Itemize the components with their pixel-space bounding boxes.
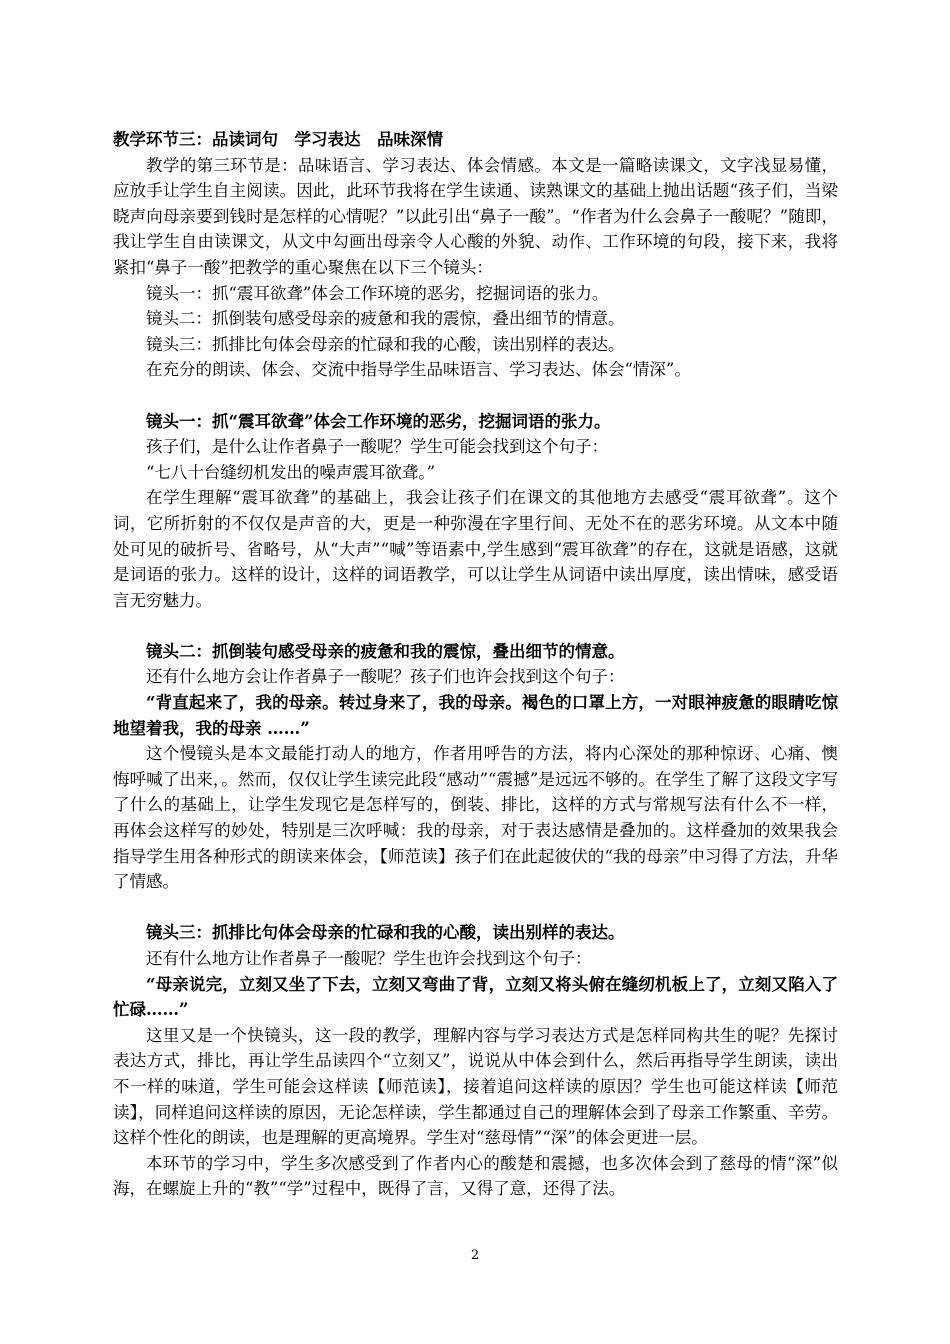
section-conclusion: 本环节的学习中，学生多次感受到了作者内心的酸楚和震撼，也多次体会到了慈母的情“深”似海，在螺旋上升的“教”“学”过程中，既得了言，又得了意，还得了法。: [113, 1153, 838, 1199]
section-heading: 教学环节三：品读词句 学习表达 品味深情: [113, 130, 443, 149]
paragraph-gap: [113, 895, 838, 921]
shot-three-body: 这里又是一个快镜头，这一段的教学，理解内容与学习表达方式是怎样同构共生的呢？先探讨表达方式，排比，再让学生品读四个“立刻又”，说说从中体会到什么，然后再指导学生朗读，读出不一样的味道，学生可能会这样读【师范读】，接着追问这样读的原因？学生也可能这样读【师范读】，同样追问这样读的原因，无论怎样读，学生都通过自己的理解体会到了母亲工作繁重、辛劳。这样个性化的朗读，也是理解的更高境界。学生对“慈母情”“深”的体会更进一层。: [113, 1025, 838, 1148]
shot-list-item-3: 镜头三：抓排比句体会母亲的忙碌和我的心酸，读出别样的表达。: [146, 334, 625, 354]
shot-two-heading: 镜头二：抓倒装句感受母亲的疲惫和我的震惊，叠出细节的情意。: [146, 641, 625, 661]
intro-paragraph: 教学的第三环节是：品味语言、学习表达、体会情感。本文是一篇略读课文，文字浅显易懂，应放手让学生自主阅读。因此，此环节我将在学生读通、读熟课文的基础上抛出话题“孩子们，当梁晓声向母亲要到钱时是怎样的心情呢？”以此引出“鼻子一酸”。“作者为什么会鼻子一酸呢？”随即，我让学生自由读课文，从文中勾画出母亲令人心酸的外貌、动作、工作环境的句段，接下来，我将紧扣“鼻子一酸”把教学的重心聚焦在以下三个镜头：: [113, 155, 838, 277]
shot-two-body: 这个慢镜头是本文最能打动人的地方，作者用呼告的方法，将内心深处的那种惊讶、心痛、懊悔呼喊了出来，。然而，仅仅让学生读完此段“感动”“震撼”是远远不够的。在学生了解了这段文字写了什么的基础上，让学生发现它是怎样写的，倒装、排比，这样的方式与常规写法有什么不一样，再体会这样写的妙处，特别是三次呼喊：我的母亲，对于表达感情是叠加的。这样叠加的效果我会指导学生用各种形式的朗读来体会，【师范读】孩子们在此起彼伏的“我的母亲”中习得了方法，升华了情感。: [113, 744, 838, 892]
shot-list-item-1: 镜头一：抓“震耳欲聋”体会工作环境的恶劣，挖掘词语的张力。: [146, 283, 609, 303]
shot-list-item-2: 镜头二：抓倒装句感受母亲的疲惫和我的震惊，叠出细节的情意。: [146, 309, 625, 329]
shot-two-quote: “背直起来了，我的母亲。转过身来了，我的母亲。褐色的口罩上方，一对眼神疲惫的眼睛吃惊地望着我，我的母亲 ……”: [113, 693, 838, 738]
shot-two-question: 还有什么地方会让作者鼻子一酸呢？孩子们也许会找到这个句子：: [146, 667, 625, 687]
shot-one-heading: 镜头一：抓“震耳欲聋”体会工作环境的恶劣，挖掘词语的张力。: [146, 411, 611, 431]
document-body: [113, 127, 838, 1202]
shot-three-question: 还有什么地方让作者鼻子一酸呢？学生也许会找到这个句子：: [146, 949, 592, 968]
shot-one-body: 在学生理解“震耳欲聋”的基础上，我会让孩子们在课文的其他地方去感受“震耳欲聋”。这个词，它所折射的不仅仅是声音的大，更是一种弥漫在字里行间、无处不在的恶劣环境。从文本中随处可见的破折号、省略号，从“大声”“喊”等语素中,学生感到“震耳欲聋”的存在，这就是语感，这就是词语的张力。这样的设计，这样的词语教学，可以让学生从词语中读出厚度，读出情味，感受语言无穷魅力。: [113, 488, 838, 610]
paragraph-gap: [113, 613, 838, 639]
shot-one-quote: “七八十台缝纫机发出的噪声震耳欲聋。”: [146, 462, 436, 482]
shot-three-heading: 镜头三：抓排比句体会母亲的忙碌和我的心酸，读出别样的表达。: [146, 923, 625, 943]
paragraph-gap: [113, 383, 838, 409]
intro-summary: 在充分的朗读、体会、交流中指导学生品味语言、学习表达、体会“情深”。: [146, 360, 691, 380]
shot-three-quote: “母亲说完，立刻又坐了下去，立刻又弯曲了背，立刻又将头俯在缝纫机板上了，立刻又陷入了忙碌……”: [113, 974, 838, 1020]
page-number: 2: [470, 1248, 480, 1263]
shot-one-question: 孩子们，是什么让作者鼻子一酸呢？学生可能会找到这个句子：: [146, 437, 608, 457]
